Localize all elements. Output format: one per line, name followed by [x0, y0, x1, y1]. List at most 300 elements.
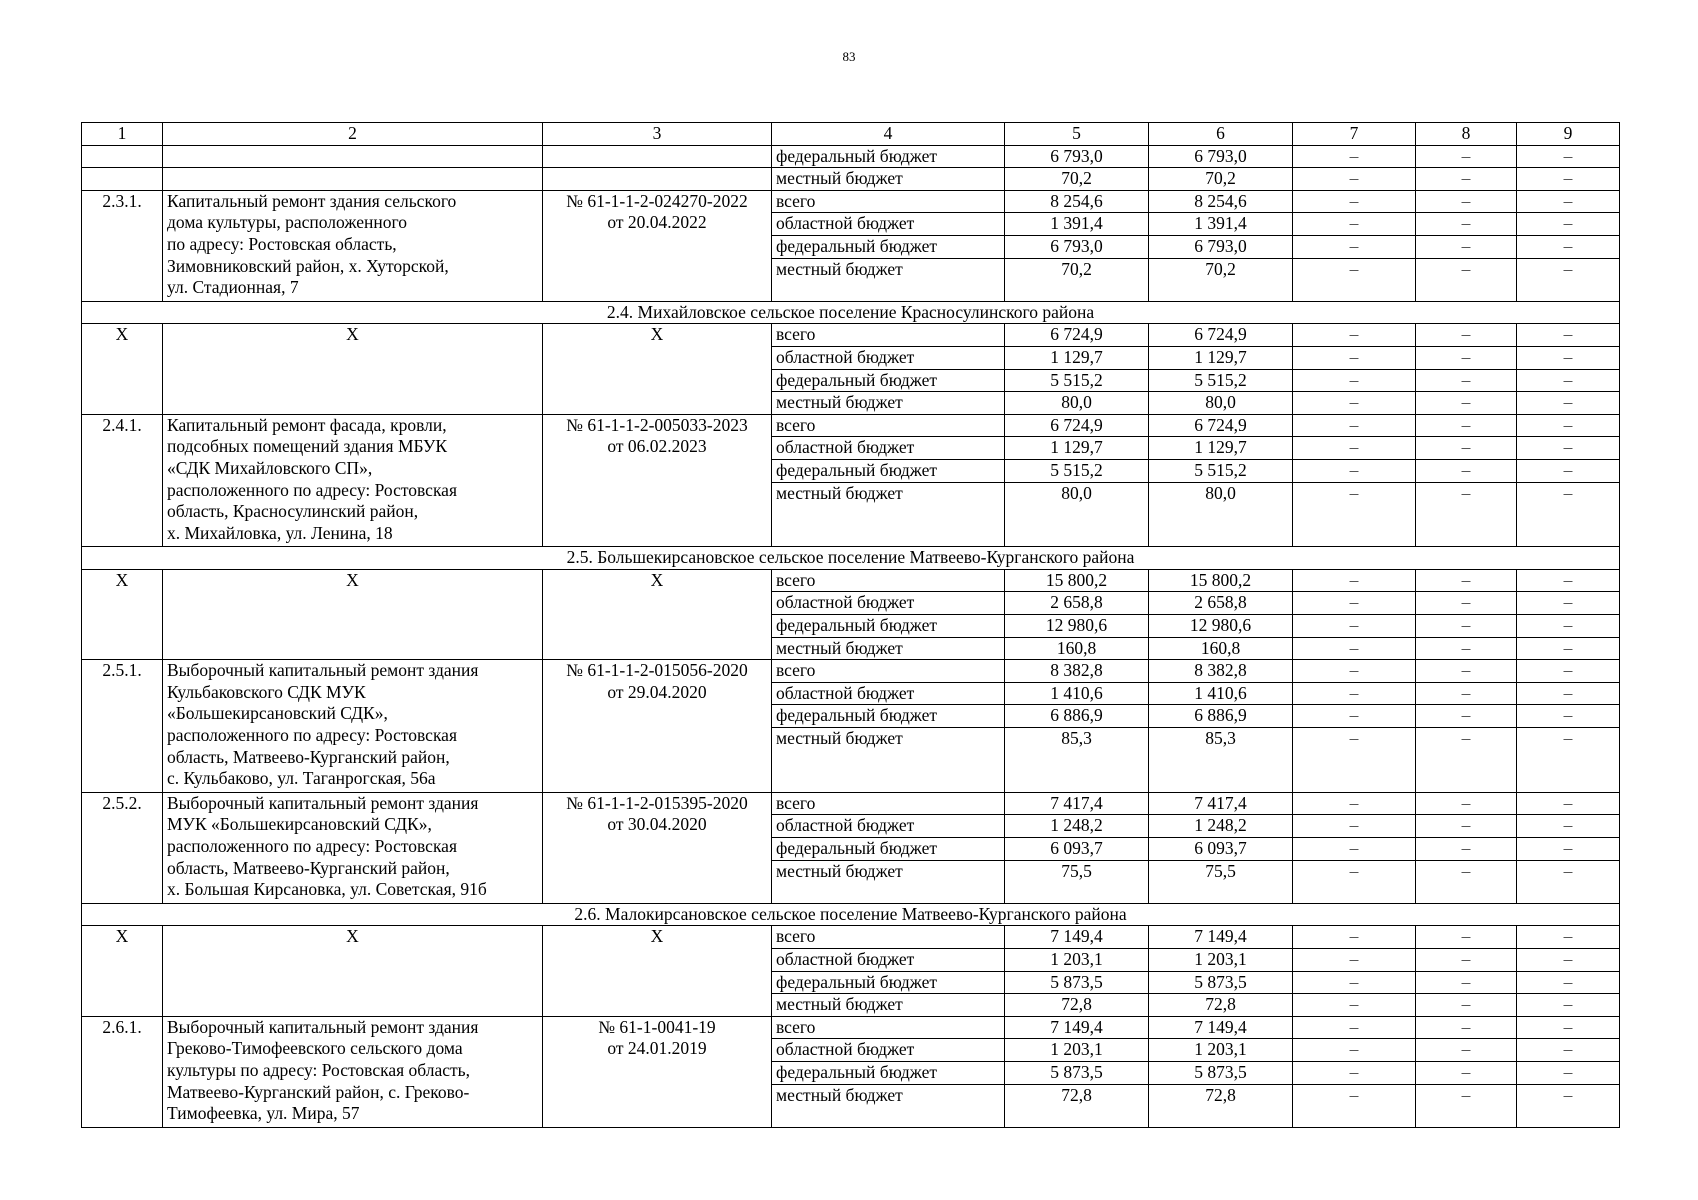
text-line: от 24.01.2019	[607, 1038, 707, 1059]
text-line: область, Матвеево-Курганский район,	[167, 746, 450, 767]
value-col6-cell: 5 515,2	[1149, 459, 1293, 482]
dash-cell: –	[1293, 971, 1416, 994]
value-col6-cell: 5 873,5	[1149, 971, 1293, 994]
dash-cell: –	[1416, 145, 1517, 168]
funding-source-cell: местный бюджет	[772, 482, 1005, 547]
funding-source-cell: федеральный бюджет	[772, 145, 1005, 168]
item-number-cell: 2.3.1.	[82, 190, 163, 301]
funding-source-cell: всего	[772, 190, 1005, 213]
value-col5-cell: 75,5	[1005, 860, 1149, 903]
funding-source-cell: всего	[772, 660, 1005, 683]
funding-source-cell: местный бюджет	[772, 258, 1005, 301]
dash-cell: –	[1416, 1084, 1517, 1127]
table-row	[82, 1016, 1620, 1039]
value-col6-cell: 12 980,6	[1149, 615, 1293, 638]
dash-cell: –	[1293, 637, 1416, 660]
dash-cell: –	[1517, 213, 1620, 236]
text-line: № 61-1-1-2-005033-2023	[566, 414, 748, 435]
item-name-cell	[163, 660, 543, 793]
value-col6-cell: 1 391,4	[1149, 213, 1293, 236]
value-col6-cell: 7 149,4	[1149, 926, 1293, 949]
dash-cell: –	[1293, 235, 1416, 258]
text-line: «Большекирсановский СДК»,	[167, 703, 388, 724]
dash-cell: –	[1293, 459, 1416, 482]
dash-cell: –	[1293, 392, 1416, 415]
text-line: «СДК Михайловского СП»,	[167, 457, 373, 478]
funding-source-cell: областной бюджет	[772, 815, 1005, 838]
value-col6-cell: 6 724,9	[1149, 414, 1293, 437]
dash-cell: –	[1517, 994, 1620, 1017]
value-col5-cell: 5 873,5	[1005, 971, 1149, 994]
dash-cell: –	[1293, 168, 1416, 191]
funding-source-cell: местный бюджет	[772, 637, 1005, 660]
dash-cell: –	[1517, 369, 1620, 392]
funding-source-cell: местный бюджет	[772, 1084, 1005, 1127]
dash-cell: –	[1293, 1039, 1416, 1062]
item-number-cell: 2.5.1.	[82, 660, 163, 793]
value-col5-cell: 1 410,6	[1005, 682, 1149, 705]
text-line: Кульбаковского СДК МУК	[167, 681, 366, 702]
item-name-cell	[163, 926, 543, 1016]
text-line: дома культуры, расположенного	[167, 212, 407, 233]
funding-source-cell: областной бюджет	[772, 437, 1005, 460]
column-number-cell: 2	[163, 123, 543, 146]
value-col5-cell: 6 793,0	[1005, 235, 1149, 258]
text-line: ул. Стадионная, 7	[167, 277, 299, 298]
section-title: 2.6. Малокирсановское сельское поселение Матвеево-Курганского района	[82, 903, 1620, 926]
dash-cell: –	[1416, 482, 1517, 547]
value-col6-cell: 72,8	[1149, 1084, 1293, 1127]
value-col5-cell: 6 093,7	[1005, 838, 1149, 861]
value-col5-cell: 12 980,6	[1005, 615, 1149, 638]
column-number-cell: 5	[1005, 123, 1149, 146]
dash-cell: –	[1416, 1039, 1517, 1062]
value-col6-cell: 1 248,2	[1149, 815, 1293, 838]
value-col6-cell: 6 093,7	[1149, 838, 1293, 861]
column-number-cell: 6	[1149, 123, 1293, 146]
funding-source-cell: областной бюджет	[772, 213, 1005, 236]
dash-cell: –	[1517, 324, 1620, 347]
dash-cell: –	[1416, 637, 1517, 660]
dash-cell: –	[1517, 860, 1620, 903]
text-line: Х	[650, 324, 664, 345]
item-number-cell: Х	[82, 324, 163, 414]
value-col5-cell: 85,3	[1005, 728, 1149, 793]
table-row	[82, 145, 1620, 168]
text-line: подсобных помещений здания МБУК	[167, 436, 447, 457]
section-title: 2.5. Большекирсановское сельское поселение Матвеево-Курганского района	[82, 547, 1620, 570]
value-col6-cell: 5 873,5	[1149, 1061, 1293, 1084]
value-col6-cell: 1 203,1	[1149, 949, 1293, 972]
value-col6-cell: 75,5	[1149, 860, 1293, 903]
column-number-cell: 3	[543, 123, 772, 146]
value-col6-cell: 5 515,2	[1149, 369, 1293, 392]
value-col6-cell: 1 129,7	[1149, 346, 1293, 369]
item-name-cell	[163, 190, 543, 301]
text-line: х. Михайловка, ул. Ленина, 18	[167, 522, 393, 543]
dash-cell: –	[1416, 615, 1517, 638]
page-number: 83	[842, 49, 856, 64]
dash-cell: –	[1517, 660, 1620, 683]
document-cell	[543, 414, 772, 547]
dash-cell: –	[1517, 971, 1620, 994]
dash-cell: –	[1517, 482, 1620, 547]
value-col6-cell: 6 886,9	[1149, 705, 1293, 728]
funding-source-cell: федеральный бюджет	[772, 705, 1005, 728]
value-col5-cell: 7 417,4	[1005, 792, 1149, 815]
dash-cell: –	[1517, 792, 1620, 815]
funding-source-cell: федеральный бюджет	[772, 459, 1005, 482]
dash-cell: –	[1416, 815, 1517, 838]
section-title: 2.4. Михайловское сельское поселение Красносулинского района	[82, 301, 1620, 324]
dash-cell: –	[1517, 637, 1620, 660]
value-col6-cell: 8 254,6	[1149, 190, 1293, 213]
text-line: Греково-Тимофеевского сельского дома	[167, 1038, 463, 1059]
dash-cell: –	[1517, 728, 1620, 793]
value-col6-cell: 6 724,9	[1149, 324, 1293, 347]
funding-source-cell: областной бюджет	[772, 592, 1005, 615]
text-line: от 29.04.2020	[607, 681, 707, 702]
item-name-cell	[163, 414, 543, 547]
value-col5-cell: 6 886,9	[1005, 705, 1149, 728]
value-col5-cell: 72,8	[1005, 1084, 1149, 1127]
section-row	[82, 301, 1620, 324]
text-line: с. Кульбаково, ул. Таганрогская, 56а	[167, 768, 436, 789]
text-line: Х	[346, 324, 359, 345]
funding-source-cell: местный бюджет	[772, 728, 1005, 793]
text-line: Х	[346, 569, 359, 590]
dash-cell: –	[1416, 926, 1517, 949]
document-cell	[543, 926, 772, 1016]
dash-cell: –	[1293, 346, 1416, 369]
value-col5-cell: 2 658,8	[1005, 592, 1149, 615]
dash-cell: –	[1517, 1061, 1620, 1084]
dash-cell: –	[1416, 369, 1517, 392]
dash-cell: –	[1517, 838, 1620, 861]
value-col6-cell: 7 417,4	[1149, 792, 1293, 815]
dash-cell: –	[1416, 1061, 1517, 1084]
table-row	[82, 792, 1620, 815]
dash-cell: –	[1293, 437, 1416, 460]
funding-source-cell: областной бюджет	[772, 346, 1005, 369]
document-cell	[543, 1016, 772, 1127]
value-col6-cell: 1 129,7	[1149, 437, 1293, 460]
dash-cell: –	[1293, 213, 1416, 236]
text-line: от 20.04.2022	[607, 212, 707, 233]
value-col6-cell: 80,0	[1149, 392, 1293, 415]
funding-source-cell: местный бюджет	[772, 860, 1005, 903]
document-cell	[543, 324, 772, 414]
value-col6-cell: 1 203,1	[1149, 1039, 1293, 1062]
value-col6-cell: 85,3	[1149, 728, 1293, 793]
value-col5-cell: 6 724,9	[1005, 414, 1149, 437]
funding-source-cell: областной бюджет	[772, 682, 1005, 705]
dash-cell: –	[1517, 1039, 1620, 1062]
dash-cell: –	[1293, 569, 1416, 592]
item-number-cell: 2.5.2.	[82, 792, 163, 903]
dash-cell: –	[1517, 258, 1620, 301]
dash-cell: –	[1416, 949, 1517, 972]
dash-cell: –	[1517, 346, 1620, 369]
text-line: Капитальный ремонт фасада, кровли,	[167, 414, 447, 435]
table-row	[82, 324, 1620, 347]
dash-cell: –	[1293, 1061, 1416, 1084]
value-col6-cell: 6 793,0	[1149, 235, 1293, 258]
funding-source-cell: федеральный бюджет	[772, 1061, 1005, 1084]
value-col6-cell: 72,8	[1149, 994, 1293, 1017]
value-col5-cell: 7 149,4	[1005, 926, 1149, 949]
item-number-cell: 2.6.1.	[82, 1016, 163, 1127]
value-col5-cell: 70,2	[1005, 258, 1149, 301]
budget-table	[81, 122, 1620, 1128]
column-number-cell: 8	[1416, 123, 1517, 146]
funding-source-cell: местный бюджет	[772, 392, 1005, 415]
text-line: от 06.02.2023	[607, 436, 707, 457]
dash-cell: –	[1517, 1084, 1620, 1127]
dash-cell: –	[1416, 860, 1517, 903]
dash-cell: –	[1293, 369, 1416, 392]
text-line: расположенного по адресу: Ростовская	[167, 725, 457, 746]
dash-cell: –	[1517, 682, 1620, 705]
funding-source-cell: местный бюджет	[772, 994, 1005, 1017]
dash-cell: –	[1517, 190, 1620, 213]
value-col5-cell: 5 515,2	[1005, 459, 1149, 482]
dash-cell: –	[1293, 838, 1416, 861]
section-row	[82, 903, 1620, 926]
text-line: № 61-1-1-2-024270-2022	[566, 190, 748, 211]
value-col5-cell: 80,0	[1005, 392, 1149, 415]
dash-cell: –	[1293, 145, 1416, 168]
text-line: № 61-1-1-2-015395-2020	[566, 792, 748, 813]
dash-cell: –	[1293, 949, 1416, 972]
value-col5-cell: 5 873,5	[1005, 1061, 1149, 1084]
funding-source-cell: федеральный бюджет	[772, 971, 1005, 994]
column-number-cell: 9	[1517, 123, 1620, 146]
dash-cell: –	[1293, 705, 1416, 728]
funding-source-cell: федеральный бюджет	[772, 838, 1005, 861]
dash-cell: –	[1293, 414, 1416, 437]
dash-cell: –	[1293, 615, 1416, 638]
value-col5-cell: 1 248,2	[1005, 815, 1149, 838]
dash-cell: –	[1293, 815, 1416, 838]
value-col6-cell: 2 658,8	[1149, 592, 1293, 615]
text-line: МУК «Большекирсановский СДК»,	[167, 814, 432, 835]
dash-cell: –	[1293, 1084, 1416, 1127]
empty-cell	[543, 168, 772, 191]
dash-cell: –	[1517, 437, 1620, 460]
dash-cell: –	[1517, 705, 1620, 728]
item-number-cell: Х	[82, 926, 163, 1016]
value-col5-cell: 72,8	[1005, 994, 1149, 1017]
funding-source-cell: федеральный бюджет	[772, 235, 1005, 258]
dash-cell: –	[1416, 728, 1517, 793]
column-number-row	[82, 123, 1620, 146]
dash-cell: –	[1416, 213, 1517, 236]
funding-source-cell: всего	[772, 324, 1005, 347]
value-col5-cell: 8 254,6	[1005, 190, 1149, 213]
dash-cell: –	[1416, 660, 1517, 683]
dash-cell: –	[1416, 235, 1517, 258]
text-line: Выборочный капитальный ремонт здания	[167, 792, 479, 813]
funding-source-cell: областной бюджет	[772, 1039, 1005, 1062]
text-line: № 61-1-0041-19	[598, 1016, 716, 1037]
text-line: от 30.04.2020	[607, 814, 707, 835]
table-row	[82, 168, 1620, 191]
value-col5-cell: 1 203,1	[1005, 1039, 1149, 1062]
empty-cell	[163, 145, 543, 168]
dash-cell: –	[1517, 459, 1620, 482]
dash-cell: –	[1416, 592, 1517, 615]
item-name-cell	[163, 792, 543, 903]
funding-source-cell: всего	[772, 1016, 1005, 1039]
column-number-cell: 7	[1293, 123, 1416, 146]
value-col5-cell: 70,2	[1005, 168, 1149, 191]
dash-cell: –	[1517, 926, 1620, 949]
value-col6-cell: 15 800,2	[1149, 569, 1293, 592]
value-col6-cell: 6 793,0	[1149, 145, 1293, 168]
text-line: Х	[650, 569, 664, 590]
dash-cell: –	[1517, 615, 1620, 638]
dash-cell: –	[1416, 994, 1517, 1017]
text-line: область, Матвеево-Курганский район,	[167, 857, 450, 878]
dash-cell: –	[1416, 705, 1517, 728]
value-col5-cell: 1 391,4	[1005, 213, 1149, 236]
document-cell	[543, 190, 772, 301]
funding-source-cell: областной бюджет	[772, 949, 1005, 972]
dash-cell: –	[1517, 168, 1620, 191]
dash-cell: –	[1293, 660, 1416, 683]
funding-source-cell: всего	[772, 569, 1005, 592]
value-col5-cell: 8 382,8	[1005, 660, 1149, 683]
value-col6-cell: 7 149,4	[1149, 1016, 1293, 1039]
table-row	[82, 414, 1620, 437]
dash-cell: –	[1416, 971, 1517, 994]
text-line: Зимовниковский район, х. Хуторской,	[167, 255, 449, 276]
dash-cell: –	[1416, 258, 1517, 301]
table-row	[82, 569, 1620, 592]
dash-cell: –	[1517, 592, 1620, 615]
value-col6-cell: 70,2	[1149, 168, 1293, 191]
table-row	[82, 660, 1620, 683]
dash-cell: –	[1517, 145, 1620, 168]
item-number-cell: Х	[82, 569, 163, 659]
text-line: Х	[346, 926, 359, 947]
value-col5-cell: 1 203,1	[1005, 949, 1149, 972]
value-col5-cell: 15 800,2	[1005, 569, 1149, 592]
item-number-cell: 2.4.1.	[82, 414, 163, 547]
funding-source-cell: федеральный бюджет	[772, 369, 1005, 392]
dash-cell: –	[1416, 414, 1517, 437]
text-line: культуры по адресу: Ростовская область,	[167, 1059, 471, 1080]
column-number-cell: 4	[772, 123, 1005, 146]
dash-cell: –	[1416, 392, 1517, 415]
value-col5-cell: 1 129,7	[1005, 437, 1149, 460]
funding-source-cell: всего	[772, 414, 1005, 437]
dash-cell: –	[1416, 346, 1517, 369]
dash-cell: –	[1416, 437, 1517, 460]
dash-cell: –	[1517, 1016, 1620, 1039]
text-line: по адресу: Ростовская область,	[167, 233, 397, 254]
text-line: Тимофеевка, ул. Мира, 57	[167, 1103, 360, 1124]
dash-cell: –	[1416, 569, 1517, 592]
dash-cell: –	[1416, 459, 1517, 482]
text-line: Капитальный ремонт здания сельского	[167, 190, 457, 211]
empty-cell	[82, 168, 163, 191]
value-col5-cell: 7 149,4	[1005, 1016, 1149, 1039]
dash-cell: –	[1293, 860, 1416, 903]
value-col5-cell: 6 724,9	[1005, 324, 1149, 347]
text-line: № 61-1-1-2-015056-2020	[566, 660, 748, 681]
dash-cell: –	[1293, 792, 1416, 815]
value-col5-cell: 160,8	[1005, 637, 1149, 660]
dash-cell: –	[1293, 728, 1416, 793]
funding-source-cell: федеральный бюджет	[772, 615, 1005, 638]
empty-cell	[163, 168, 543, 191]
dash-cell: –	[1517, 414, 1620, 437]
document-cell	[543, 792, 772, 903]
dash-cell: –	[1416, 168, 1517, 191]
value-col5-cell: 6 793,0	[1005, 145, 1149, 168]
dash-cell: –	[1416, 1016, 1517, 1039]
value-col6-cell: 1 410,6	[1149, 682, 1293, 705]
dash-cell: –	[1293, 190, 1416, 213]
value-col6-cell: 160,8	[1149, 637, 1293, 660]
item-name-cell	[163, 324, 543, 414]
section-row	[82, 547, 1620, 570]
dash-cell: –	[1416, 682, 1517, 705]
dash-cell: –	[1293, 482, 1416, 547]
value-col5-cell: 5 515,2	[1005, 369, 1149, 392]
table-row	[82, 190, 1620, 213]
document-cell	[543, 569, 772, 659]
value-col6-cell: 80,0	[1149, 482, 1293, 547]
empty-cell	[82, 145, 163, 168]
dash-cell: –	[1517, 569, 1620, 592]
dash-cell: –	[1416, 838, 1517, 861]
column-number-cell: 1	[82, 123, 163, 146]
text-line: Выборочный капитальный ремонт здания	[167, 1016, 479, 1037]
dash-cell: –	[1517, 815, 1620, 838]
dash-cell: –	[1517, 235, 1620, 258]
dash-cell: –	[1517, 392, 1620, 415]
table-row	[82, 926, 1620, 949]
text-line: Х	[650, 926, 664, 947]
text-line: расположенного по адресу: Ростовская	[167, 479, 457, 500]
dash-cell: –	[1293, 592, 1416, 615]
document-cell	[543, 660, 772, 793]
text-line: Выборочный капитальный ремонт здания	[167, 660, 479, 681]
dash-cell: –	[1293, 1016, 1416, 1039]
empty-cell	[543, 145, 772, 168]
text-line: Матвеево-Курганский район, с. Греково-	[167, 1081, 470, 1102]
value-col6-cell: 8 382,8	[1149, 660, 1293, 683]
dash-cell: –	[1416, 190, 1517, 213]
dash-cell: –	[1293, 926, 1416, 949]
item-name-cell	[163, 569, 543, 659]
value-col5-cell: 80,0	[1005, 482, 1149, 547]
value-col5-cell: 1 129,7	[1005, 346, 1149, 369]
funding-source-cell: всего	[772, 792, 1005, 815]
dash-cell: –	[1293, 682, 1416, 705]
dash-cell: –	[1293, 258, 1416, 301]
dash-cell: –	[1293, 324, 1416, 347]
funding-source-cell: местный бюджет	[772, 168, 1005, 191]
dash-cell: –	[1416, 324, 1517, 347]
text-line: расположенного по адресу: Ростовская	[167, 836, 457, 857]
dash-cell: –	[1416, 792, 1517, 815]
value-col6-cell: 70,2	[1149, 258, 1293, 301]
text-line: область, Красносулинский район,	[167, 501, 419, 522]
